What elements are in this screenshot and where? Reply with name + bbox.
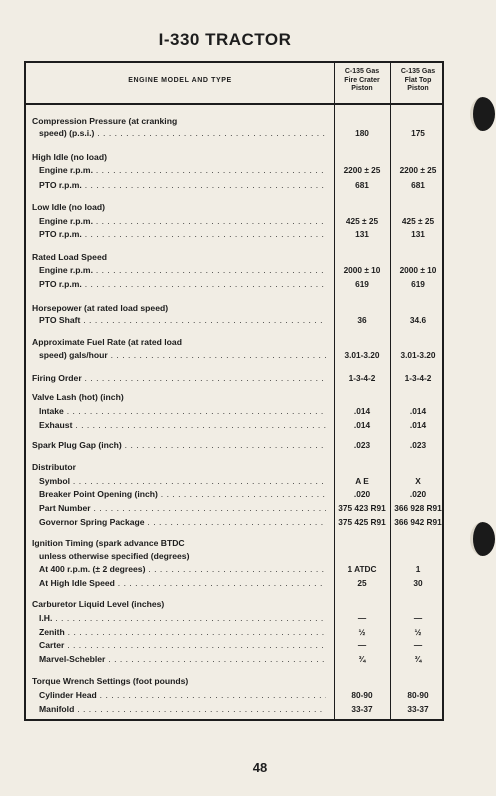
value-fire-crater: 2000 ± 10 xyxy=(343,265,381,275)
table-row xyxy=(26,676,442,687)
table-row xyxy=(26,476,442,487)
row-label: unless otherwise specified (degrees) xyxy=(39,551,190,561)
column-header-fire-crater: C-135 Gas Fire Crater Piston xyxy=(344,68,380,92)
row-label: Intake . . . xyxy=(39,406,326,417)
row-label: Distributor xyxy=(32,462,76,472)
table-row xyxy=(26,216,442,227)
table-row xyxy=(26,165,442,176)
value-flat-top: 1 xyxy=(415,564,421,574)
table-row xyxy=(26,462,442,473)
row-label: Zenith . . . xyxy=(39,627,326,638)
page-number: 48 xyxy=(252,760,268,775)
table-row xyxy=(26,406,442,417)
value-flat-top: .020 xyxy=(409,489,427,499)
table-row xyxy=(26,337,442,348)
value-flat-top: 131 xyxy=(411,229,425,239)
value-fire-crater: 1 ATDC xyxy=(347,564,377,574)
value-flat-top: 3.01-3.20 xyxy=(400,350,436,360)
row-label: Part Number . . . xyxy=(39,503,326,514)
row-label: PTO Shaft . . . xyxy=(39,315,326,326)
table-row xyxy=(26,654,442,665)
value-flat-top: 425 ± 25 xyxy=(401,216,435,226)
table-row xyxy=(26,517,442,528)
value-flat-top: X xyxy=(415,476,421,486)
value-flat-top: .014 xyxy=(409,406,427,416)
table-row xyxy=(26,202,442,213)
row-label: Spark Plug Gap (inch) . . . xyxy=(32,440,326,451)
value-flat-top: 33-37 xyxy=(407,704,429,714)
table-row xyxy=(26,252,442,263)
row-label: Cylinder Head . . . xyxy=(39,690,326,701)
value-fire-crater: .014 xyxy=(353,420,371,430)
value-fire-crater: .020 xyxy=(353,489,371,499)
value-flat-top: — xyxy=(413,640,423,650)
table-row xyxy=(26,315,442,326)
engine-spec-table xyxy=(24,61,444,721)
value-fire-crater: 2200 ± 25 xyxy=(343,165,381,175)
row-label: Firing Order . . . xyxy=(32,373,326,384)
value-fire-crater: 375 425 R91 xyxy=(338,517,386,527)
value-fire-crater: 25 xyxy=(357,578,367,588)
value-flat-top: 175 xyxy=(411,128,425,138)
value-flat-top: ¾ xyxy=(414,654,422,664)
value-fire-crater: 425 ± 25 xyxy=(345,216,379,226)
value-fire-crater: — xyxy=(357,613,367,623)
row-label: Engine r.p.m. . . . xyxy=(39,165,326,176)
row-label: At High Idle Speed . . . xyxy=(39,578,326,589)
value-flat-top: 30 xyxy=(413,578,423,588)
value-flat-top: 80-90 xyxy=(407,690,429,700)
value-flat-top: 366 942 R91 xyxy=(394,517,442,527)
value-flat-top: 366 928 R91 xyxy=(394,503,442,513)
value-fire-crater: ½ xyxy=(358,627,366,637)
column-header-flat-top: C-135 Gas Flat Top Piston xyxy=(400,68,436,92)
value-flat-top: 1-3-4-2 xyxy=(404,373,432,383)
row-label: Marvel-Schebler . . . xyxy=(39,654,326,665)
table-row xyxy=(26,229,442,240)
value-fire-crater: 375 423 R91 xyxy=(338,503,386,513)
table-row xyxy=(26,503,442,514)
table-row xyxy=(26,350,442,361)
row-label: speed) gals/hour . . . xyxy=(39,350,326,361)
value-fire-crater: 3.01-3.20 xyxy=(344,350,380,360)
table-row xyxy=(26,279,442,290)
value-fire-crater: .014 xyxy=(353,406,371,416)
row-label: High Idle (no load) xyxy=(32,152,107,162)
row-label: I.H. . . . xyxy=(39,613,326,624)
value-flat-top: 34.6 xyxy=(409,315,427,325)
table-row xyxy=(26,440,442,451)
value-fire-crater: 1-3-4-2 xyxy=(348,373,376,383)
binder-hole xyxy=(470,522,495,556)
page-title: I-330 TRACTOR xyxy=(158,30,292,49)
table-row xyxy=(26,599,442,610)
value-flat-top: 2000 ± 10 xyxy=(399,265,437,275)
table-row xyxy=(26,303,442,314)
table-row xyxy=(26,564,442,575)
table-row xyxy=(26,420,442,431)
table-row xyxy=(26,690,442,701)
table-row xyxy=(26,116,442,127)
row-label: Ignition Timing (spark advance BTDC xyxy=(32,538,185,548)
row-label: Horsepower (at rated load speed) xyxy=(32,303,169,313)
table-row xyxy=(26,640,442,651)
table-row xyxy=(26,180,442,191)
table-row xyxy=(26,704,442,715)
row-label: PTO r.p.m. . . . xyxy=(39,180,326,191)
table-row xyxy=(26,392,442,403)
value-flat-top: 681 xyxy=(411,180,425,190)
row-label: Engine r.p.m. . . . xyxy=(39,216,326,227)
value-fire-crater: A E xyxy=(355,476,369,486)
value-fire-crater: 681 xyxy=(355,180,369,190)
value-flat-top: — xyxy=(413,613,423,623)
row-label: Breaker Point Opening (inch) . . . xyxy=(39,489,326,500)
table-row xyxy=(26,578,442,589)
binder-hole xyxy=(470,97,495,131)
row-label: Manifold . . . xyxy=(39,704,326,715)
row-label: Engine r.p.m. . . . xyxy=(39,265,326,276)
value-flat-top: .023 xyxy=(409,440,427,450)
row-label: Exhaust . . . xyxy=(39,420,326,431)
value-fire-crater: 131 xyxy=(355,229,369,239)
row-label: speed) (p.s.i.) . . . xyxy=(39,128,326,139)
table-row xyxy=(26,627,442,638)
row-label: At 400 r.p.m. (± 2 degrees) . . . xyxy=(39,564,326,575)
value-flat-top: ½ xyxy=(414,627,422,637)
value-fire-crater: 180 xyxy=(355,128,369,138)
row-label: Symbol . . . xyxy=(39,476,326,487)
value-flat-top: 619 xyxy=(411,279,425,289)
value-fire-crater: 80-90 xyxy=(351,690,373,700)
table-row xyxy=(26,152,442,163)
row-label: PTO r.p.m. . . . xyxy=(39,279,326,290)
row-label: Carter . . . xyxy=(39,640,326,651)
table-row xyxy=(26,265,442,276)
row-label: Rated Load Speed xyxy=(32,252,107,262)
table-row xyxy=(26,538,442,549)
row-label: Governor Spring Package . . . xyxy=(39,517,326,528)
row-label: Valve Lash (hot) (inch) xyxy=(32,392,124,402)
header-divider xyxy=(26,103,442,105)
value-fire-crater: 36 xyxy=(357,315,367,325)
value-fire-crater: ¾ xyxy=(358,654,366,664)
table-row xyxy=(26,373,442,384)
row-label: Torque Wrench Settings (foot pounds) xyxy=(32,676,189,686)
row-label: Low Idle (no load) xyxy=(32,202,106,212)
row-label: Carburetor Liquid Level (inches) xyxy=(32,599,165,609)
row-label: Compression Pressure (at cranking xyxy=(32,116,178,126)
value-fire-crater: 619 xyxy=(355,279,369,289)
value-fire-crater: 33-37 xyxy=(351,704,373,714)
value-flat-top: .014 xyxy=(409,420,427,430)
row-label: Approximate Fuel Rate (at rated load xyxy=(32,337,182,347)
value-fire-crater: — xyxy=(357,640,367,650)
value-fire-crater: .023 xyxy=(353,440,371,450)
table-row xyxy=(26,128,442,139)
table-row xyxy=(26,613,442,624)
table-row xyxy=(26,551,442,562)
engine-model-header: ENGINE MODEL AND TYPE xyxy=(128,77,232,84)
value-flat-top: 2200 ± 25 xyxy=(399,165,437,175)
row-label: PTO r.p.m. . . . xyxy=(39,229,326,240)
table-row xyxy=(26,489,442,500)
